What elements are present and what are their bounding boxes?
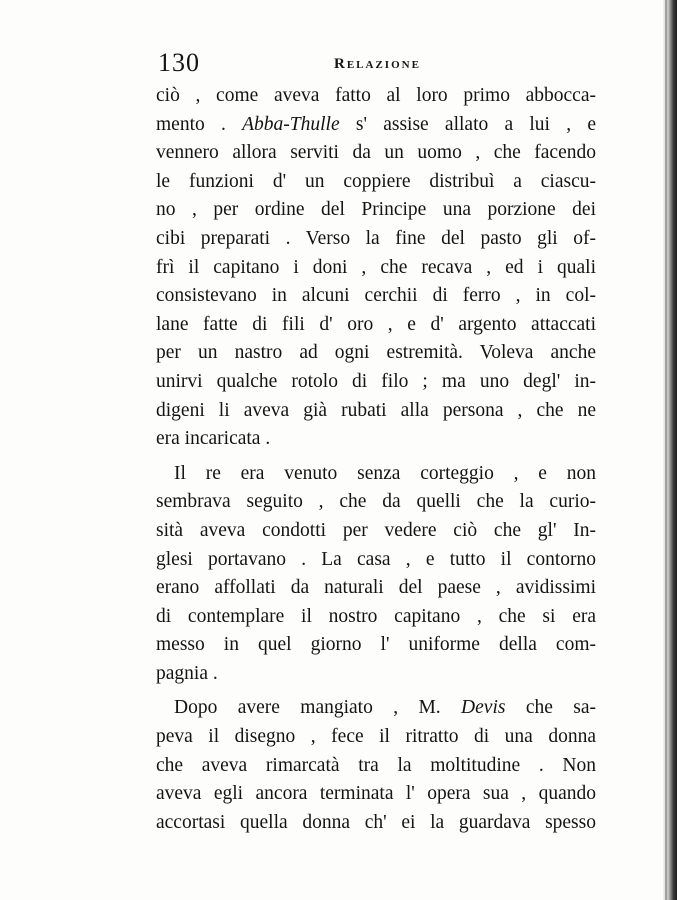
text-line: di contemplare il nostro capitano , che si era: [156, 605, 596, 627]
text-line: aveva egli ancora terminata l' opera sua , quando: [156, 783, 596, 805]
text-line: accortasi quella donna ch' ei la guardava spesso: [156, 811, 596, 833]
text-line: sembrava seguito , che da quelli che la curio-: [156, 491, 596, 513]
paragraph-1: [156, 82, 596, 454]
text-line: consistevano in alcuni cerchii di ferro , in col-: [156, 285, 596, 307]
text-line: mento . Abba-Thulle s' assise allato a lui , e: [156, 113, 596, 135]
paragraph-2: [156, 460, 596, 689]
text-line: peva il disegno , fece il ritratto di una donna: [156, 726, 596, 748]
text-line: ciò , come aveva fatto al loro primo abbocca-: [156, 85, 596, 106]
text-line: digeni li aveva già rubati alla persona , che ne: [156, 399, 596, 421]
text-line-last: era incaricata .: [156, 428, 271, 450]
text-line: le funzioni d' un coppiere distribuì a ciascu-: [156, 170, 596, 192]
text-line: unirvi qualche rotolo di filo ; ma uno degl' in-: [156, 370, 596, 392]
paragraph-3: [156, 694, 596, 837]
text-line-first: Dopo avere mangiato , M. Devis che sa-: [174, 697, 596, 719]
italic-name: Devis: [461, 697, 506, 719]
text-line: vennero allora serviti da un uomo , che facendo: [156, 142, 596, 164]
page-number: 130: [158, 48, 200, 77]
text-line: cibi preparati . Verso la fine del pasto gli of-: [156, 227, 596, 249]
running-head: Relazione: [334, 56, 421, 72]
body-text: [156, 82, 596, 837]
text-line: erano affollati da naturali del paese , avidissimi: [156, 577, 596, 599]
text-line: per un nastro ad ogni estremità. Voleva anche: [156, 342, 596, 364]
text-line: frì il capitano i doni , che recava , ed i quali: [156, 256, 596, 278]
text-line: sità aveva condotti per vedere ciò che gl' In-: [156, 519, 596, 541]
text-line-first: Il re era venuto senza corteggio , e non: [174, 462, 596, 484]
page-header: [158, 48, 598, 82]
text-line: glesi portavano . La casa , e tutto il contorno: [156, 548, 596, 570]
text-line: lane fatte di fili d' oro , e d' argento attaccati: [156, 313, 596, 335]
text-line: no , per ordine del Principe una porzione dei: [156, 199, 596, 221]
book-binding-line: [665, 0, 667, 900]
italic-name: Abba-Thulle: [242, 113, 340, 135]
text-line: che aveva rimarcatà tra la moltitudine . Non: [156, 754, 596, 776]
text-line: messo in quel giorno l' uniforme della com-: [156, 634, 596, 656]
text-line-last: pagnia .: [156, 662, 218, 684]
